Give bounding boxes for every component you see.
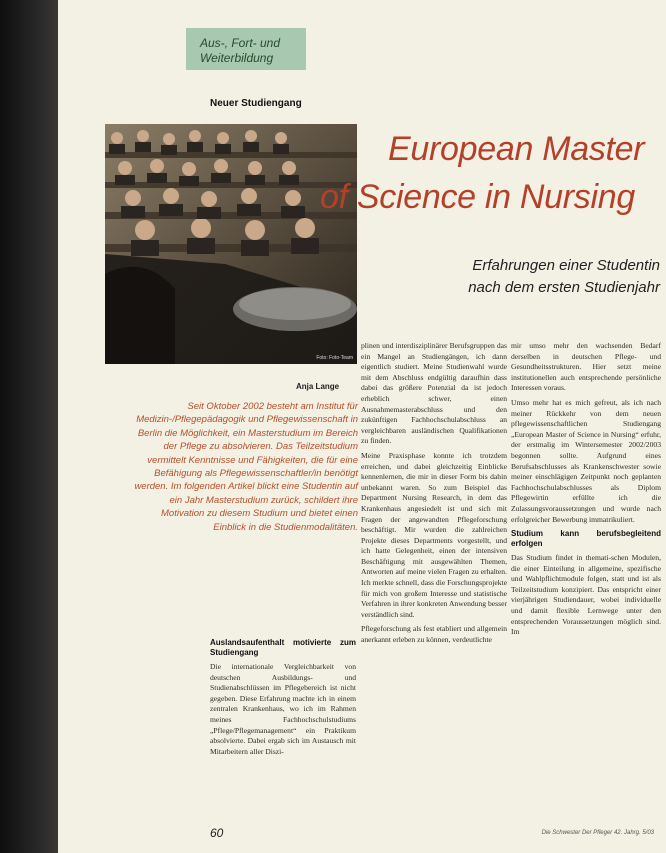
classroom-photo-graphic — [105, 124, 357, 364]
column-2 — [361, 341, 507, 650]
author: Anja Lange — [296, 382, 340, 391]
column-3-paragraph-2: Umso mehr hat es mich gefreut, als ich nach meiner Rückkehr von dem neuen pflegewissenschaftlichen Studiengang „European Master of Science in Nursing“ erfuhr, der erstmalig im Wintersemester 2002/2003 begonnen sollte. Aufgrund eines Berufsabschlusses als Krankenschwester sowie meiner einschlägigen Zeitpunkt noch geplanten Fachhochschulabschlusses als Diplom Pflegewirtin erfüllte ich die Zulassungsvoraussetzungen und wurde nach erfolgreicher Bewerbung immatrikuliert. — [511, 397, 661, 524]
section-tag-line-1: Aus-, Fort- und — [200, 36, 281, 50]
column-3-paragraph-1: mir umso mehr den wachsenden Bedarf derselben in deutschen Pflege- und Gesundheitsstrukturen. Hier setzt meine institutionellen auch entsprechende persönliche Interessen voraus. — [511, 341, 661, 393]
column-3-paragraph-3: Das Studium findet in themati-schen Modulen, die einer Einteilung in allgemeine, spezifische und Wahlpflichtmodule folgen, statt und ist als Teilzeitstudium konzipiert. Das entspricht einer vierjährigen Studiendauer, wobei individuelle und damit flexible Lernwege unter den entsprechenden Voraussetzungen möglich sind. Im — [511, 553, 661, 637]
column-3-heading: Studium kann berufsbegleitend erfolgen — [511, 529, 661, 549]
photo-credit: Foto: Foto-Team — [316, 355, 353, 361]
column-2-paragraph-1: plinen und interdisziplinärer Berufsgruppen das ein Mangel an Studiengängen, ich dann eigentlich studiert. Meine Studienwahl wurde mit dem Abschluss endgültig daraufhin dass dabei das größere Potenzial da ist jedoch erheblich schwer, einen Ausnahmemasterabschluss und den zukünftigen Fachhochschulabschluss an vergleichbaren ausländischen Qualifikationen zu finden. — [361, 341, 507, 446]
kicker: Neuer Studiengang — [210, 98, 302, 109]
column-1-heading: Auslandsaufenthalt motivierte zum Studiengang — [210, 638, 356, 657]
article-title-line-1: European Master — [388, 130, 645, 168]
classroom-photo — [105, 124, 357, 364]
magazine-page — [58, 0, 666, 853]
subtitle-line-1: Erfahrungen einer Studentin — [472, 257, 660, 274]
publication-footer: Die Schwester Der Pfleger 42. Jahrg. 5/03 — [541, 830, 654, 836]
subtitle-line-2: nach dem ersten Studienjahr — [468, 279, 660, 296]
column-2-paragraph-2: Meine Praxisphase konnte ich trotzdem erreichen, und dabei gleichzeitig Einblicke kennenlernen, die mir in dieser Form bis dahin unbekannt waren. So zum Beispiel das Department Nursing Research, in dem das Krankenhaus angesiedelt ist und sich mit Fragen der angewandten Pflegeforschung beschäftigt. Mir wurden die zahlreichen Projekte dieses Departments vorgestellt, und ich hatte Gelegenheit, einen der intensiven Beschäftigung mit ausgewählten Themen, Antworten auf meine vielen Fragen zu erhalten. Ich merkte schnell, dass die Forschungsprojekte für mich von großem Interesse und statistische Verfahren in ihrer konkreten Anwendung besser verständlich sind. — [361, 450, 507, 619]
scan-edge — [0, 0, 58, 853]
column-1 — [210, 634, 356, 761]
page-number: 60 — [210, 826, 224, 840]
article-subtitle — [468, 255, 660, 299]
section-tag — [186, 28, 306, 70]
column-1-paragraph: Die internationale Vergleichbarkeit von deutschen Ausbildungs- und Studienabschlüssen im Pflegebereich ist nicht gegeben. Diese Erfahrung machte ich in einem zentralen Krankenhaus, wo ich im Rahmen meines Fachhochschulstudiums „Pflege/Pflegemanagement“ ein Praktikum absolvierte. Dabei ergab sich im Austausch mit Mitarbeitern aller Diszi- — [210, 662, 356, 756]
article-title-line-2: of Science in Nursing — [320, 178, 635, 216]
column-3 — [511, 341, 661, 642]
section-tag-line-2: Weiterbildung — [200, 51, 274, 65]
intro-text: Seit Oktober 2002 besteht am Institut für Medizin-/Pflegepädagogik und Pflegewissenschaft in Berlin die Möglichkeit, ein Masterstudium im Bereich der Pflege zu absolvieren. Das Teilzeitstudium vermittelt Kenntnisse und Fähigkeiten, die für eine Befähigung als Pflegewissenschaftler/in benötigt werden. Im folgenden Artikel blickt eine Studentin auf ein Jahr Masterstudium zurück, schildert ihre Motivation zu diesem Studium und bietet einen Einblick in die Studienmodalitäten. — [134, 401, 358, 533]
column-2-paragraph-3: Pflegeforschung als fest etabliert und allgemein anerkannt erleben zu können, verdeutlichte — [361, 624, 507, 645]
